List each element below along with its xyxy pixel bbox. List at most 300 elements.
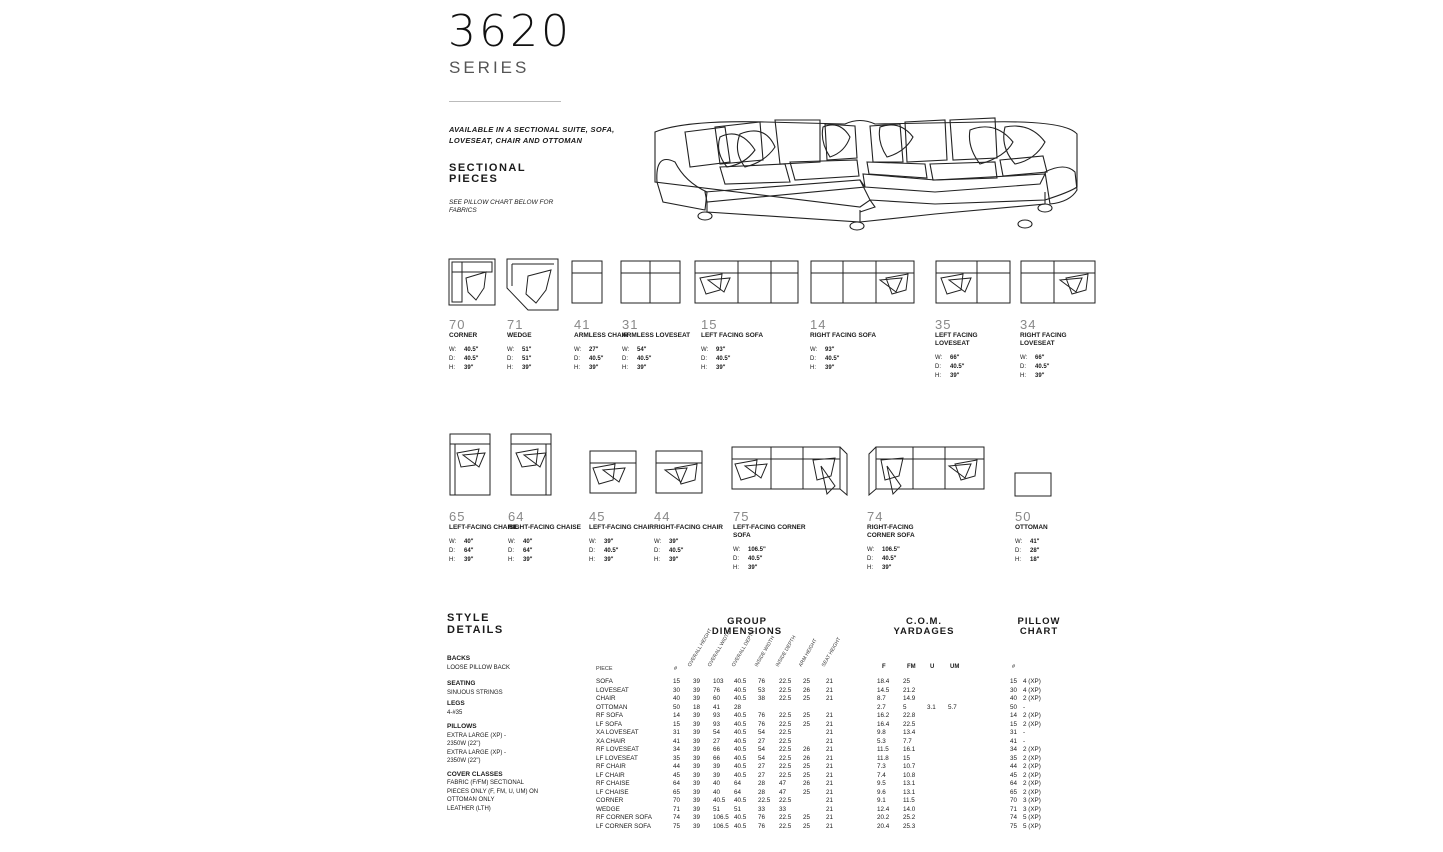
- table-cell: 31: [673, 729, 681, 736]
- table-cell: RF CHAIR: [596, 763, 626, 770]
- table-cell: 25: [803, 712, 811, 719]
- table-cell: 8.7: [877, 695, 886, 702]
- sectional-hero-image: [645, 112, 1085, 232]
- table-cell: 25: [803, 788, 811, 796]
- piece-depth: 40.5": [950, 364, 965, 370]
- table-row: [0, 695, 1443, 704]
- see-pillow-note: SEE PILLOW CHART BELOW FOR FABRICS: [449, 199, 554, 214]
- piece-width: 40.5": [464, 347, 479, 353]
- col-head-piece: PIECE: [596, 666, 613, 672]
- table-cell: 39: [693, 746, 701, 753]
- table-cell: 39: [693, 720, 701, 728]
- table-cell: 22.5: [779, 797, 792, 804]
- table-cell: 9.5: [877, 780, 886, 787]
- table-cell: 26: [803, 780, 811, 787]
- piece-depth: 40.5": [825, 356, 840, 362]
- pillows-heading: PILLOWS: [447, 723, 477, 730]
- cover-value: LEATHER (LTH): [447, 805, 491, 812]
- table-cell: 39: [693, 771, 701, 779]
- table-row: [0, 797, 1443, 806]
- backs-value: LOOSE PILLOW BACK: [447, 664, 511, 671]
- table-cell: 66: [713, 746, 721, 753]
- armless-loveseat-image: [620, 260, 681, 304]
- table-cell: 74: [673, 814, 681, 821]
- pillows-value: 2350W (22"): [447, 741, 481, 747]
- piece-left-facing-chair: 45 LEFT-FACING CHAIR W: 39" D: 40.5" H: 39": [589, 510, 663, 565]
- left-facing-loveseat-image: [935, 260, 1011, 304]
- table-cell: RF LOVESEAT: [596, 746, 639, 753]
- piece-number: 44: [654, 509, 671, 524]
- piece-corner: 70 CORNER W: 40.5" D: 40.5" H: 39": [449, 318, 523, 373]
- table-cell: 51: [713, 805, 721, 813]
- piece-name: RIGHT-FACING CHAIR: [654, 524, 723, 531]
- legs-value: 4-#35: [447, 709, 463, 716]
- piece-depth: 64": [464, 548, 474, 554]
- table-cell: 22.5: [779, 686, 792, 694]
- table-cell: 35: [673, 754, 681, 762]
- table-cell: 5.3: [877, 737, 886, 745]
- table-cell: 9.6: [877, 788, 886, 796]
- table-cell: 22.5: [779, 695, 792, 702]
- table-cell: 28: [758, 788, 766, 796]
- piece-height: 39": [522, 365, 532, 371]
- table-cell: 25: [803, 720, 811, 728]
- table-cell: 21: [826, 729, 834, 736]
- table-cell: 75: [673, 822, 681, 830]
- piece-depth: 40.5": [637, 356, 652, 362]
- divider: [449, 101, 561, 102]
- piece-depth: 40.5": [589, 356, 604, 362]
- table-cell: CORNER: [596, 797, 624, 804]
- piece-wedge: 71 WEDGE W: 51" D: 51" H: 39": [507, 318, 581, 373]
- table-cell: 21: [826, 805, 834, 813]
- table-row: [0, 772, 1443, 781]
- table-cell: 21: [826, 712, 834, 719]
- table-cell: 15: [903, 754, 911, 762]
- table-cell: 39: [693, 754, 701, 762]
- piece-width: 41": [1030, 539, 1040, 545]
- table-cell: LF CORNER SOFA: [596, 822, 651, 830]
- piece-left-facing-sofa: 15 LEFT FACING SOFA W: 93" D: 40.5" H: 39": [701, 318, 775, 373]
- table-cell: 22.5: [779, 729, 792, 736]
- armless-chair-image: [571, 260, 603, 304]
- table-cell: 34: [673, 746, 681, 753]
- pillow-chart-header: PILLOW CHART: [1017, 616, 1061, 637]
- table-cell: 21: [826, 678, 834, 685]
- piece-width: 40": [464, 539, 474, 545]
- table-cell: 13.4: [903, 729, 916, 736]
- piece-number: 45: [589, 509, 606, 524]
- cover-value: OTTOMAN ONLY: [447, 797, 495, 803]
- table-cell: 25: [903, 678, 911, 685]
- table-row: [0, 729, 1443, 738]
- piece-depth: 40.5": [1035, 364, 1050, 370]
- table-cell: 39: [693, 686, 701, 694]
- table-cell: 25.2: [903, 814, 916, 821]
- table-cell: 54: [758, 729, 766, 736]
- table-cell: 70: [1010, 797, 1018, 804]
- table-cell: 40.5: [734, 678, 747, 685]
- col-head-pillow-num: #: [1012, 664, 1016, 670]
- table-cell: 22.5: [779, 678, 792, 685]
- table-cell: LF LOVESEAT: [596, 754, 638, 762]
- piece-width: 27": [589, 347, 599, 353]
- col-head-inside-width: INSIDE WIDTH: [753, 635, 777, 668]
- table-cell: 39: [693, 822, 701, 830]
- table-row: [0, 823, 1443, 832]
- table-cell: 21: [826, 720, 834, 728]
- table-cell: 40.5: [734, 754, 747, 762]
- table-cell: 33: [758, 805, 766, 813]
- table-cell: 22.5: [779, 712, 792, 719]
- table-cell: 47: [779, 788, 787, 796]
- table-cell: 30: [1010, 686, 1018, 694]
- table-cell: 53: [758, 686, 766, 694]
- group-dimensions-header: GROUP DIMENSIONS: [711, 616, 783, 637]
- table-cell: 7.4: [877, 771, 886, 779]
- piece-name: OTTOMAN: [1015, 524, 1048, 531]
- table-cell: 40: [673, 695, 681, 702]
- table-cell: 50: [673, 703, 681, 711]
- table-cell: 76: [758, 814, 766, 821]
- table-cell: 2 (XP): [1023, 720, 1041, 728]
- table-cell: 21: [826, 780, 834, 787]
- piece-number: 41: [574, 317, 591, 332]
- table-cell: 13.1: [903, 788, 916, 796]
- col-head-inside-depth: INSIDE DEPTH: [774, 634, 798, 668]
- piece-depth: 28": [1030, 548, 1040, 554]
- table-cell: 3 (XP): [1023, 805, 1041, 813]
- table-cell: 21: [826, 771, 834, 779]
- table-cell: 40.5: [734, 712, 747, 719]
- table-cell: 39: [713, 771, 721, 779]
- table-cell: 70: [673, 797, 681, 804]
- table-cell: 3 (XP): [1023, 797, 1041, 804]
- table-row: [0, 678, 1443, 687]
- table-cell: 14.0: [903, 805, 916, 813]
- table-cell: 14.5: [877, 686, 890, 694]
- piece-depth: 40.5": [716, 356, 731, 362]
- table-cell: 30: [673, 686, 681, 694]
- table-cell: 25: [803, 771, 811, 779]
- table-cell: 45: [1010, 771, 1018, 779]
- table-cell: 27: [758, 737, 766, 745]
- group-dimensions-table: [0, 678, 1443, 838]
- table-cell: 71: [1010, 805, 1018, 813]
- table-cell: LOVESEAT: [596, 686, 629, 694]
- table-row: [0, 806, 1443, 815]
- table-cell: 71: [673, 805, 681, 813]
- table-cell: 22.5: [779, 771, 792, 779]
- style-details-title: STYLE DETAILS: [447, 612, 504, 636]
- table-row: [0, 814, 1443, 823]
- table-cell: 4 (XP): [1023, 678, 1041, 685]
- table-cell: 39: [693, 678, 701, 685]
- table-cell: 39: [693, 737, 701, 745]
- table-cell: 40.5: [713, 797, 726, 804]
- piece-name: LEFT FACING SOFA: [701, 332, 764, 339]
- table-cell: 4 (XP): [1023, 686, 1041, 694]
- table-cell: 15: [1010, 678, 1018, 685]
- piece-right-facing-corner-sofa: 74 RIGHT-FACING CORNER SOFA W: 106.5" D: 40.5" H: 39": [867, 510, 941, 573]
- table-cell: 2 (XP): [1023, 763, 1041, 770]
- table-row: [0, 704, 1443, 713]
- piece-height: 39": [589, 365, 599, 371]
- backs-heading: BACKS: [447, 655, 471, 662]
- wedge-piece-image: [506, 258, 559, 311]
- left-facing-chaise-image: [449, 433, 491, 496]
- table-cell: 65: [673, 788, 681, 796]
- table-cell: 26: [803, 746, 811, 753]
- seating-heading: SEATING: [447, 680, 476, 687]
- cover-value: FABRIC (F/FM) SECTIONAL: [447, 780, 525, 786]
- table-cell: 10.7: [903, 763, 916, 770]
- pillows-value: EXTRA LARGE (XP) -: [447, 749, 507, 756]
- left-facing-sofa-image: [694, 260, 799, 304]
- table-cell: 21: [826, 754, 834, 762]
- table-cell: -: [1023, 737, 1026, 745]
- col-head-num: #: [674, 666, 678, 672]
- table-cell: 22.5: [779, 763, 792, 770]
- piece-depth: 40.5": [748, 556, 763, 562]
- piece-name: LEFT-FACING CHAISE: [449, 524, 518, 531]
- piece-right-facing-chaise: 64 RIGHT-FACING CHAISE W: 40" D: 64" H: 39": [508, 509, 581, 563]
- piece-number: 35: [935, 317, 952, 332]
- table-cell: 2 (XP): [1023, 712, 1041, 719]
- table-cell: 38: [758, 695, 766, 702]
- right-facing-corner-sofa-image: [867, 446, 985, 496]
- piece-width: 40": [523, 539, 533, 545]
- table-cell: 18: [693, 703, 701, 711]
- table-cell: 54: [758, 746, 766, 753]
- table-cell: 93: [713, 720, 721, 728]
- piece-left-facing-chaise: 65 LEFT-FACING CHAISE W: 40" D: 64" H: 39": [449, 510, 523, 565]
- cover-value: PIECES ONLY (F, FM, U, UM) ON: [447, 788, 539, 795]
- table-cell: CHAIR: [596, 695, 616, 702]
- table-cell: 25: [803, 822, 811, 830]
- table-cell: 106.5: [713, 814, 729, 821]
- table-cell: 21: [826, 746, 834, 753]
- table-cell: 40.5: [734, 797, 747, 804]
- piece-width: 39": [604, 539, 614, 545]
- table-cell: 16.2: [877, 712, 890, 719]
- col-head-overall-height: OVERALL HEIGHT: [686, 627, 714, 668]
- table-cell: 2 (XP): [1023, 746, 1041, 753]
- table-cell: 5.7: [948, 703, 957, 711]
- piece-height: 39": [716, 365, 726, 371]
- col-head-arm-height: ARM HEIGHT: [797, 637, 819, 668]
- pillows-value: 2350W (22"): [447, 758, 481, 764]
- piece-height: 39": [950, 373, 960, 379]
- table-cell: LF CHAISE: [596, 788, 629, 796]
- piece-armless-chair: 41 ARMLESS CHAIR W: 27" D: 40.5" H: 39": [574, 318, 648, 373]
- table-cell: 12.4: [877, 805, 890, 813]
- table-cell: RF SOFA: [596, 712, 623, 719]
- table-cell: 41: [673, 737, 681, 745]
- table-cell: 21: [826, 822, 834, 830]
- table-cell: 76: [758, 822, 766, 830]
- table-cell: 34: [1010, 746, 1018, 753]
- series-word: SERIES: [449, 58, 530, 77]
- table-row: [0, 721, 1443, 730]
- left-facing-chair-image: [589, 450, 637, 494]
- piece-number: 71: [507, 317, 524, 332]
- piece-name: RIGHT-FACING CHAISE: [508, 524, 581, 531]
- table-row: [0, 789, 1443, 798]
- table-cell: 65: [1010, 788, 1018, 796]
- table-cell: 21: [826, 797, 834, 804]
- table-cell: LF CHAIR: [596, 771, 625, 779]
- piece-ottoman: 50 OTTOMAN W: 41" D: 28" H: 18": [1015, 510, 1089, 565]
- pillows-value: EXTRA LARGE (XP) -: [447, 732, 507, 739]
- table-cell: 2 (XP): [1023, 695, 1041, 702]
- table-cell: 44: [673, 763, 681, 770]
- piece-depth: 40.5": [464, 356, 479, 362]
- table-cell: 14.9: [903, 695, 916, 702]
- table-cell: 5 (XP): [1023, 822, 1041, 830]
- left-facing-corner-sofa-image: [731, 446, 849, 496]
- table-cell: 40.5: [734, 720, 747, 728]
- piece-width: 51": [522, 347, 532, 353]
- right-facing-loveseat-image: [1020, 260, 1096, 304]
- table-cell: 39: [693, 729, 701, 736]
- right-facing-sofa-image: [810, 260, 915, 304]
- piece-name: RIGHT FACING SOFA: [810, 332, 877, 339]
- table-cell: 21: [826, 763, 834, 770]
- table-cell: 47: [779, 780, 787, 787]
- piece-number: 74: [867, 509, 884, 524]
- corner-piece-image: [448, 258, 496, 306]
- table-cell: 9.8: [877, 729, 886, 736]
- table-cell: 39: [693, 712, 701, 719]
- table-cell: 40.5: [734, 771, 747, 779]
- table-cell: 39: [693, 814, 701, 821]
- table-cell: 31: [1010, 729, 1018, 736]
- table-cell: 39: [693, 780, 701, 787]
- table-cell: 7.7: [903, 737, 912, 745]
- piece-armless-loveseat: 31 ARMLESS LOVESEAT W: 54" D: 40.5" H: 39": [622, 318, 696, 373]
- table-cell: 22.8: [903, 712, 916, 719]
- table-cell: 27: [758, 771, 766, 779]
- table-cell: 33: [779, 805, 787, 813]
- table-cell: 16.4: [877, 720, 890, 728]
- table-cell: 103: [713, 678, 724, 685]
- piece-height: 39": [464, 365, 474, 371]
- table-cell: 21: [826, 814, 834, 821]
- piece-height: 39": [882, 565, 892, 571]
- table-cell: 28: [734, 703, 742, 711]
- table-cell: 39: [693, 805, 701, 813]
- col-head-um: UM: [950, 664, 960, 670]
- table-cell: 45: [673, 771, 681, 779]
- table-cell: 50: [1010, 703, 1018, 711]
- piece-name: LEFT-FACING CHAIR: [589, 524, 654, 531]
- col-head-f: F: [882, 664, 886, 670]
- table-cell: 11.8: [877, 754, 889, 762]
- table-cell: 22.5: [779, 754, 792, 762]
- piece-right-facing-loveseat: 34 RIGHT FACING LOVESEAT W: 66" D: 40.5" H: 39": [1020, 318, 1094, 381]
- table-cell: 2 (XP): [1023, 780, 1041, 787]
- table-cell: 39: [693, 797, 701, 804]
- table-cell: OTTOMAN: [596, 703, 628, 711]
- table-cell: 22.5: [779, 822, 792, 830]
- table-cell: 40: [713, 788, 721, 796]
- table-cell: 66: [713, 754, 721, 762]
- piece-depth: 40.5": [882, 556, 897, 562]
- piece-height: 18": [1030, 557, 1040, 563]
- table-cell: 2 (XP): [1023, 754, 1041, 762]
- table-cell: 10.8: [903, 771, 916, 779]
- table-cell: 20.2: [877, 814, 890, 821]
- table-cell: 15: [1010, 720, 1018, 728]
- table-cell: 25.3: [903, 822, 916, 830]
- table-cell: 2 (XP): [1023, 788, 1041, 796]
- sectional-title: SECTIONAL PIECES: [449, 162, 526, 185]
- piece-depth: 64": [523, 548, 533, 554]
- table-cell: 25: [803, 814, 811, 821]
- piece-name: ARMLESS CHAIR: [574, 332, 629, 339]
- table-cell: 21.2: [903, 686, 916, 694]
- piece-depth: 40.5": [669, 548, 684, 554]
- piece-name: RIGHT-FACING CORNER SOFA: [867, 524, 915, 539]
- right-facing-chair-image: [655, 450, 703, 494]
- table-cell: 5: [903, 703, 907, 711]
- table-cell: 39: [693, 695, 701, 702]
- cover-heading: COVER CLASSES: [447, 770, 503, 778]
- table-cell: 13.1: [903, 780, 916, 787]
- col-head-seat-height: SEAT HEIGHT: [820, 636, 843, 668]
- table-cell: 40: [713, 780, 721, 787]
- table-cell: 93: [713, 712, 721, 719]
- table-cell: 22.5: [779, 720, 792, 728]
- table-cell: 25: [803, 695, 811, 702]
- right-facing-chaise-image: [510, 433, 552, 496]
- piece-height: 39": [637, 365, 647, 371]
- table-cell: 18.4: [877, 678, 890, 685]
- piece-name: ARMLESS LOVESEAT: [622, 332, 691, 339]
- table-row: [0, 763, 1443, 772]
- table-cell: 7.3: [877, 763, 886, 770]
- piece-height: 39": [825, 365, 835, 371]
- table-cell: 9.1: [877, 797, 886, 804]
- table-cell: 26: [803, 754, 811, 762]
- piece-right-facing-chair: 44 RIGHT-FACING CHAIR W: 39" D: 40.5" H: 39": [654, 510, 728, 565]
- table-cell: 40.5: [734, 746, 747, 753]
- table-cell: 27: [758, 763, 766, 770]
- table-cell: 40.5: [734, 737, 747, 745]
- piece-name: WEDGE: [507, 332, 532, 339]
- com-yardages-header: C.O.M. YARDAGES: [893, 616, 955, 637]
- piece-width: 66": [1035, 355, 1045, 361]
- ottoman-image: [1014, 472, 1052, 497]
- legs-heading: LEGS: [447, 700, 465, 707]
- table-cell: 40.5: [734, 763, 747, 770]
- table-cell: 28: [758, 780, 766, 787]
- table-cell: 41: [1010, 737, 1018, 745]
- piece-name: LEFT FACING LOVESEAT: [935, 332, 978, 347]
- piece-number: 64: [508, 509, 525, 524]
- table-row: [0, 738, 1443, 747]
- table-cell: 40.5: [734, 814, 747, 821]
- table-row: [0, 746, 1443, 755]
- piece-width: 106.5": [748, 547, 766, 553]
- table-cell: 22.5: [779, 814, 792, 821]
- table-cell: 76: [758, 712, 766, 719]
- table-cell: 54: [713, 729, 721, 736]
- seating-value: SINUOUS STRINGS: [447, 689, 503, 696]
- table-cell: 64: [673, 780, 681, 787]
- piece-number: 75: [733, 509, 750, 524]
